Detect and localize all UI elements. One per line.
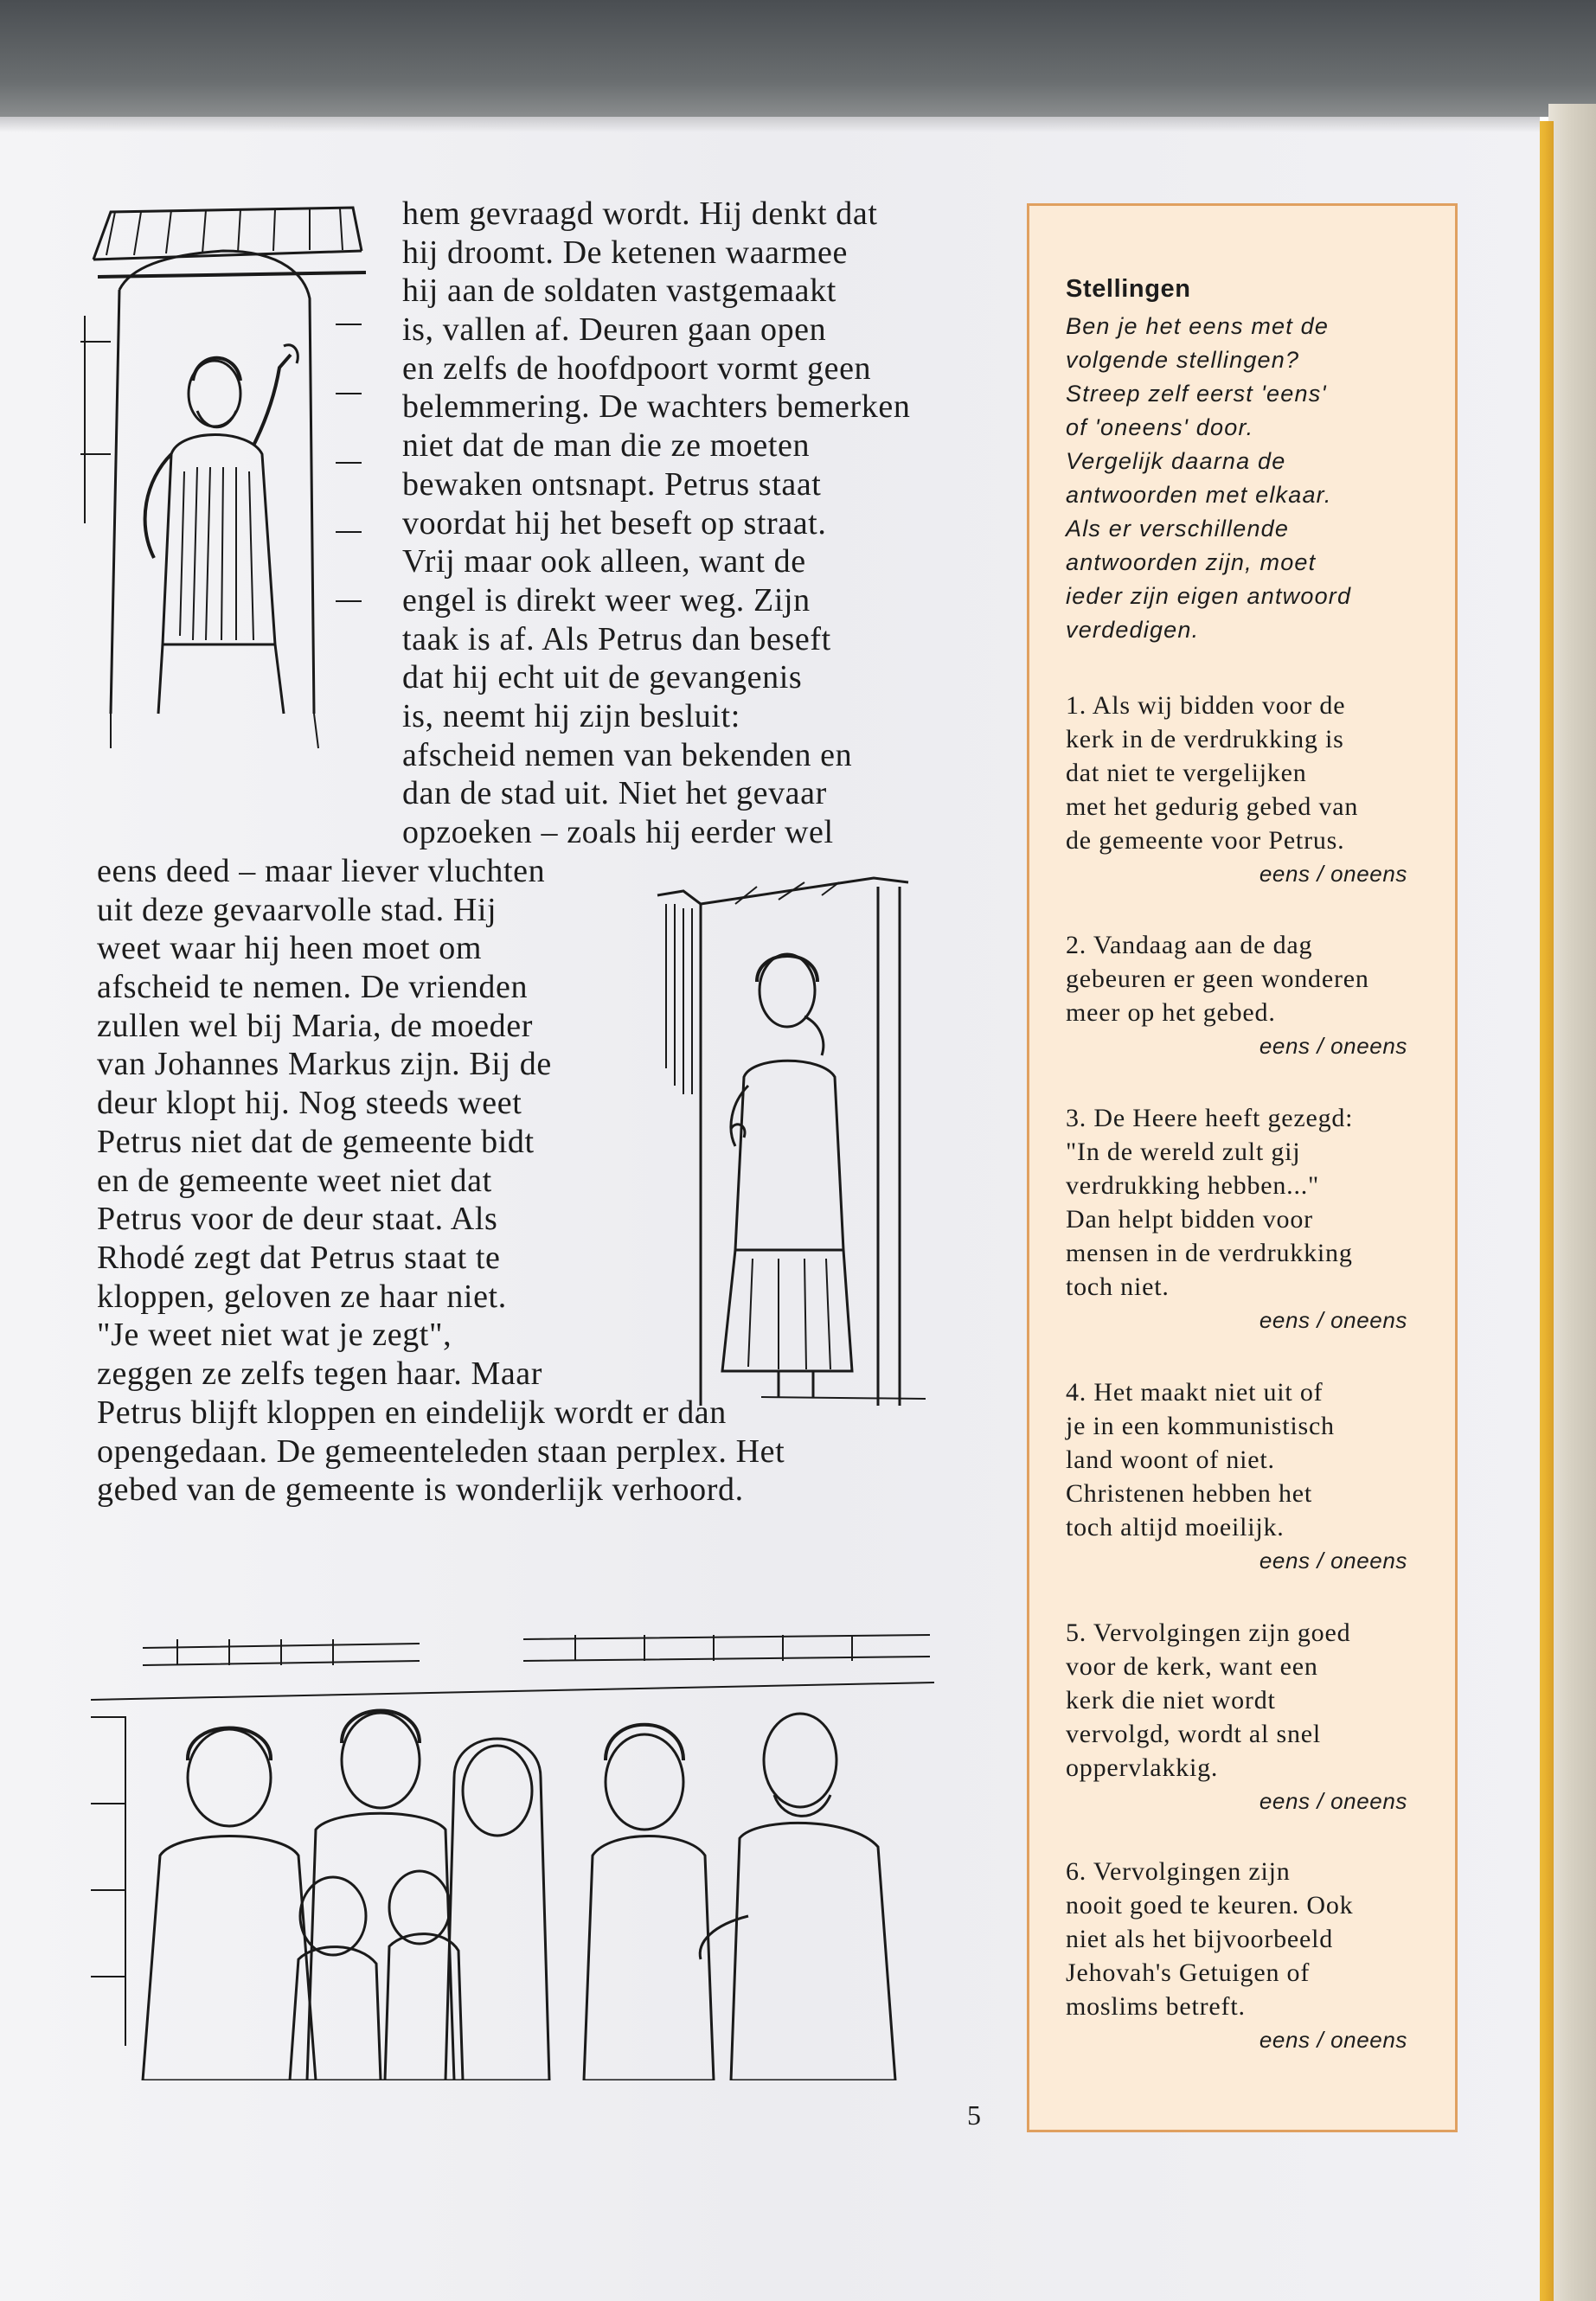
text-line: Rhodé zegt dat Petrus staat te (97, 1239, 501, 1276)
page-number: 5 (967, 2099, 981, 2131)
statement-5 (1066, 1616, 1438, 1818)
statement-line: toch niet. (1066, 1272, 1170, 1301)
statement-line: verdrukking hebben..." (1066, 1171, 1320, 1200)
intro-line: antwoorden zijn, moet (1066, 549, 1317, 575)
statement-line: meer op het gebed. (1066, 998, 1276, 1027)
text-line: opengedaan. De gemeenteleden staan perplex. Het (97, 1433, 785, 1470)
article-text-middle (97, 852, 552, 1394)
statement-answer: eens / oneens (1259, 1033, 1407, 1059)
text-line: afscheid te nemen. De vrienden (97, 969, 529, 1006)
text-line: zeggen ze zelfs tegen haar. Maar (97, 1355, 543, 1392)
text-line: Petrus voor de deur staat. Als (97, 1201, 498, 1238)
stellingen-sidebar (1027, 203, 1458, 2132)
statement-line: vervolgd, wordt al snel (1066, 1720, 1322, 1748)
intro-line: ieder zijn eigen antwoord (1066, 583, 1352, 609)
statement-1 (1066, 689, 1438, 891)
scan-border-top (0, 0, 1596, 117)
binder-edge (1548, 104, 1596, 2301)
text-line: uit deze gevaarvolle stad. Hij (97, 891, 497, 928)
statement-line: kerk die niet wordt (1066, 1686, 1276, 1715)
congregation-illustration (91, 1631, 934, 2080)
intro-line: of 'oneens' door. (1066, 414, 1254, 440)
statement-6 (1066, 1855, 1438, 2057)
intro-line: Ben je het eens met de (1066, 313, 1330, 339)
statement-line: Dan helpt bidden voor (1066, 1205, 1313, 1234)
text-line: "Je weet niet wat je zegt", (97, 1317, 452, 1354)
statement-answer: eens / oneens (1259, 1788, 1407, 1814)
text-line: hem gevraagd wordt. Hij denkt dat (402, 195, 878, 232)
intro-line: Vergelijk daarna de (1066, 448, 1286, 474)
statement-line: moslims betreft. (1066, 1992, 1246, 2021)
statement-line: 1. Als wij bidden voor de (1066, 691, 1346, 720)
statement-4 (1066, 1375, 1438, 1578)
text-line: kloppen, geloven ze haar niet. (97, 1278, 507, 1315)
statement-3 (1066, 1101, 1438, 1337)
peter-gate-illustration (76, 195, 388, 766)
statement-line: Jehovah's Getuigen of (1066, 1958, 1311, 1987)
sidebar-intro (1066, 310, 1351, 647)
text-line: taak is af. Als Petrus dan beseft (402, 620, 831, 657)
text-line: dan de stad uit. Niet het gevaar (402, 775, 827, 812)
statement-line: gebeuren er geen wonderen (1066, 965, 1369, 993)
text-line: afscheid nemen van bekenden en (402, 736, 853, 773)
statement-answer: eens / oneens (1259, 1548, 1407, 1574)
statement-2 (1066, 928, 1438, 1063)
sidebar-title: Stellingen (1066, 275, 1191, 303)
text-line: bewaken ontsnapt. Petrus staat (402, 465, 822, 503)
statement-answer: eens / oneens (1259, 1307, 1407, 1333)
statement-line: 3. De Heere heeft gezegd: (1066, 1104, 1354, 1132)
text-line: hij droomt. De ketenen waarmee (402, 234, 848, 271)
statement-line: 2. Vandaag aan de dag (1066, 931, 1313, 959)
text-line: en de gemeente weet niet dat (97, 1162, 492, 1199)
statement-line: de gemeente voor Petrus. (1066, 826, 1345, 855)
intro-line: Streep zelf eerst 'eens' (1066, 381, 1327, 407)
text-line: voordat hij het beseft op straat. (402, 504, 827, 542)
text-line: engel is direkt weer weg. Zijn (402, 581, 811, 619)
rhode-door-illustration (649, 869, 926, 1414)
text-line: dat hij echt uit de gevangenis (402, 659, 803, 696)
statement-line: land woont of niet. (1066, 1445, 1275, 1474)
page-top-shadow (0, 117, 1540, 132)
statement-answer: eens / oneens (1259, 2027, 1407, 2053)
statement-line: met het gedurig gebed van (1066, 792, 1359, 821)
text-line: weet waar hij heen moet om (97, 930, 483, 967)
text-line: Petrus blijft kloppen en eindelijk wordt er dan (97, 1394, 727, 1431)
statement-line: voor de kerk, want een (1066, 1652, 1318, 1681)
text-line: eens deed – maar liever vluchten (97, 853, 546, 889)
statement-line: dat niet te vergelijken (1066, 759, 1307, 787)
intro-line: antwoorden met elkaar. (1066, 482, 1332, 508)
statement-answer: eens / oneens (1259, 861, 1407, 887)
statement-line: oppervlakkig. (1066, 1753, 1219, 1782)
text-line: opzoeken – zoals hij eerder wel (402, 814, 834, 850)
statement-line: "In de wereld zult gij (1066, 1138, 1301, 1166)
statement-line: toch altijd moeilijk. (1066, 1513, 1285, 1541)
text-line: deur klopt hij. Nog steeds weet (97, 1085, 522, 1122)
text-line: niet dat de man die ze moeten (402, 427, 811, 465)
statement-line: kerk in de verdrukking is (1066, 725, 1344, 753)
article-text-wrap (402, 195, 910, 852)
text-line: is, vallen af. Deuren gaan open (402, 311, 827, 349)
statement-line: je in een kommunistisch (1066, 1412, 1335, 1440)
text-line: Vrij maar ook alleen, want de (402, 543, 806, 580)
text-line: is, neemt hij zijn besluit: (402, 697, 740, 734)
text-line: hij aan de soldaten vastgemaakt (402, 272, 836, 310)
text-line: van Johannes Markus zijn. Bij de (97, 1046, 552, 1083)
statement-line: niet als het bijvoorbeeld (1066, 1925, 1334, 1953)
text-line: belemmering. De wachters bemerken (402, 388, 911, 426)
intro-line: volgende stellingen? (1066, 347, 1300, 373)
intro-line: verdedigen. (1066, 617, 1200, 643)
statement-line: 5. Vervolgingen zijn goed (1066, 1618, 1351, 1647)
text-line: en zelfs de hoofdpoort vormt geen (402, 349, 872, 387)
text-line: zullen wel bij Maria, de moeder (97, 1007, 533, 1044)
text-line: gebed van de gemeente is wonderlijk verhoord. (97, 1471, 744, 1509)
article-text-final (97, 1394, 785, 1509)
statement-line: nooit goed te keuren. Ook (1066, 1891, 1354, 1920)
statement-line: mensen in de verdrukking (1066, 1239, 1353, 1267)
intro-line: Als er verschillende (1066, 516, 1290, 542)
text-line: Petrus niet dat de gemeente bidt (97, 1123, 535, 1160)
statement-line: 4. Het maakt niet uit of (1066, 1378, 1324, 1407)
statement-line: Christenen hebben het (1066, 1479, 1313, 1508)
statement-line: 6. Vervolgingen zijn (1066, 1857, 1291, 1886)
